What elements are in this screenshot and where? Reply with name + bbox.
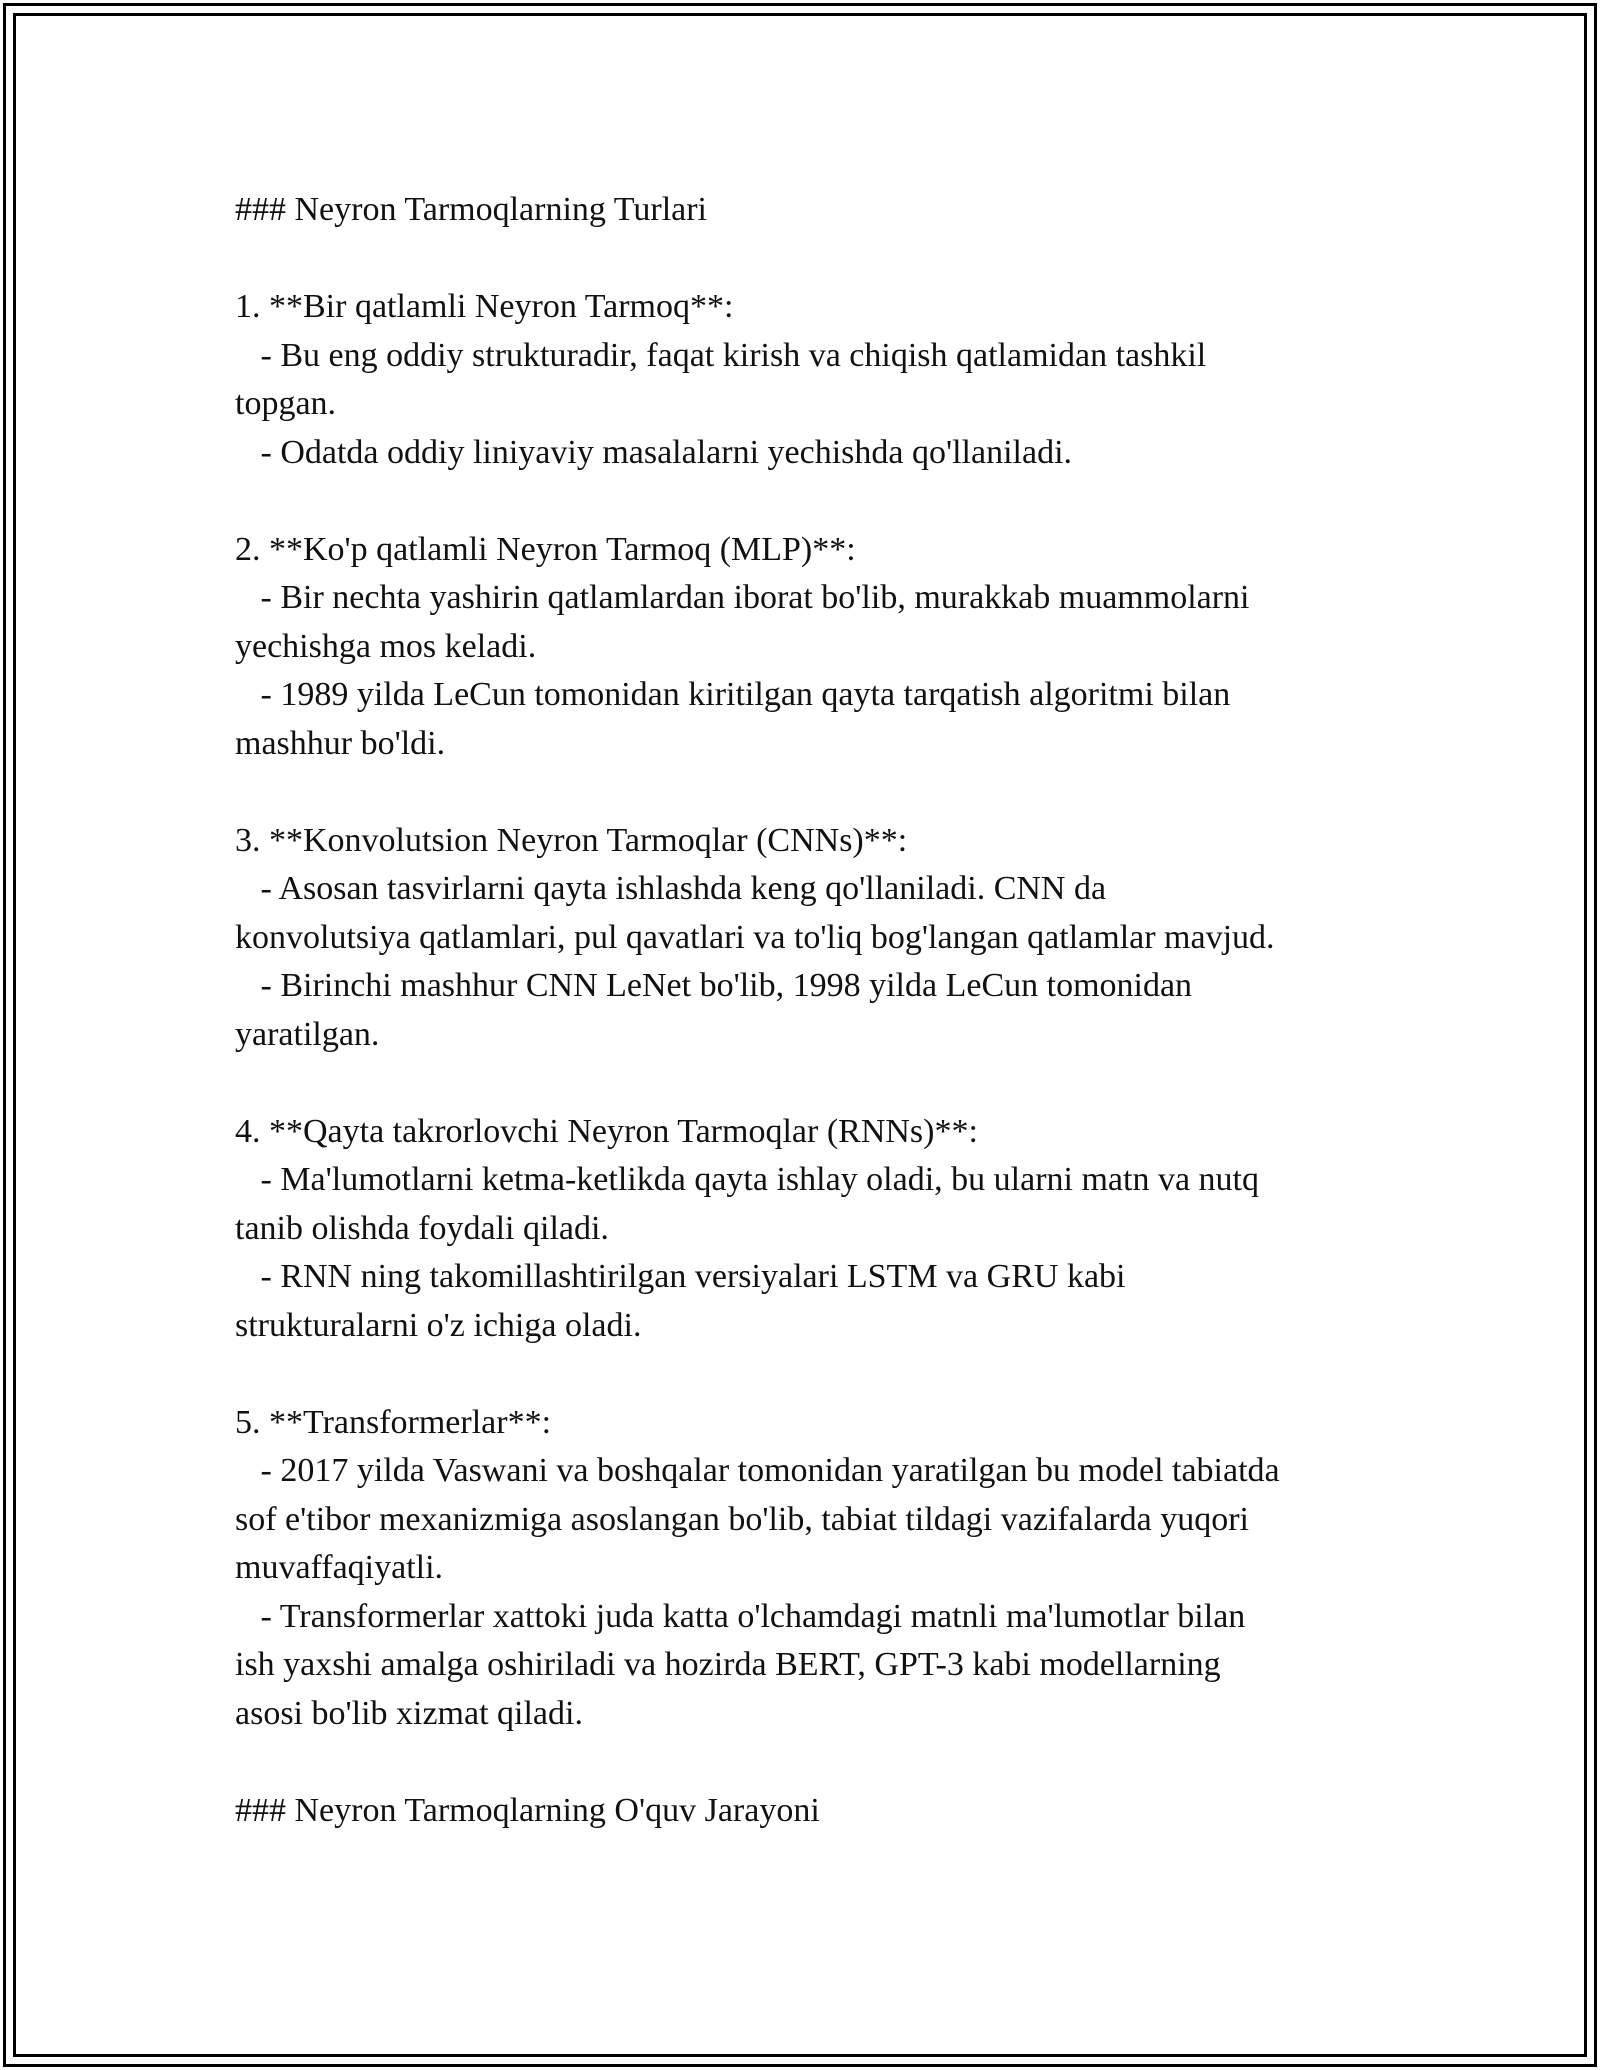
blank-line xyxy=(235,477,1385,526)
document-body xyxy=(235,186,1385,1835)
section-5-bullet-2: - Transformerlar xattoki juda katta o'lchamdagi matnli ma'lumotlar bilan ish yaxshi amalga oshiriladi va hozirda BERT, GPT-3 kabi modellarning asosi bo'lib xizmat qiladi. xyxy=(235,1597,1246,1732)
section-4-title: 4. **Qayta takrorlovchi Neyron Tarmoqlar (RNNs)**: xyxy=(235,1112,978,1150)
blank-line xyxy=(235,235,1385,284)
section-4-bullet-1: - Ma'lumotlarni ketma-ketlikda qayta ishlay oladi, bu ularni matn va nutq tanib olishda foydali qiladi. xyxy=(235,1161,1259,1247)
section-3-bullet-2: - Birinchi mashhur CNN LeNet bo'lib, 1998 yilda LeCun tomonidan yaratilgan. xyxy=(235,967,1193,1053)
blank-line xyxy=(235,1738,1385,1787)
section-5-title: 5. **Transformerlar**: xyxy=(235,1403,552,1441)
section-2-bullet-1: - Bir nechta yashirin qatlamlardan iborat bo'lib, murakkab muammolarni yechishga mos keladi. xyxy=(235,579,1250,665)
blank-line xyxy=(235,1059,1385,1108)
section-2-bullet-2: - 1989 yilda LeCun tomonidan kiritilgan qayta tarqatish algoritmi bilan mashhur bo'ldi. xyxy=(235,676,1231,762)
section-heading: ### Neyron Tarmoqlarning Turlari xyxy=(235,191,707,228)
section-3-title: 3. **Konvolutsion Neyron Tarmoqlar (CNNs)**: xyxy=(235,821,908,859)
section-1-bullet-1: - Bu eng oddiy strukturadir, faqat kirish va chiqish qatlamidan tashkil topgan. xyxy=(235,336,1207,422)
section-2-title: 2. **Ko'p qatlamli Neyron Tarmoq (MLP)**: xyxy=(235,530,856,568)
section-heading-2: ### Neyron Tarmoqlarning O'quv Jarayoni xyxy=(235,1791,820,1829)
section-3-bullet-1: - Asosan tasvirlarni qayta ishlashda keng qo'llaniladi. CNN da konvolutsiya qatlamlari, pul qavatlari va to'liq bog'langan qatlamlar mavjud. xyxy=(235,870,1275,956)
blank-line xyxy=(235,768,1385,817)
section-4-bullet-2: - RNN ning takomillashtirilgan versiyalari LSTM va GRU kabi strukturalarni o'z ichiga oladi. xyxy=(235,1258,1126,1344)
section-5-bullet-1: - 2017 yilda Vaswani va boshqalar tomonidan yaratilgan bu model tabiatda sof e'tibor mexanizmiga asoslangan bo'lib, tabiat tildagi vazifalarda yuqori muvaffaqiyatli. xyxy=(235,1452,1280,1586)
section-1-bullet-2: - Odatda oddiy liniyaviy masalalarni yechishda qo'llaniladi. xyxy=(235,433,1073,471)
blank-line xyxy=(235,1350,1385,1399)
section-1-title: 1. **Bir qatlamli Neyron Tarmoq**: xyxy=(235,288,734,325)
